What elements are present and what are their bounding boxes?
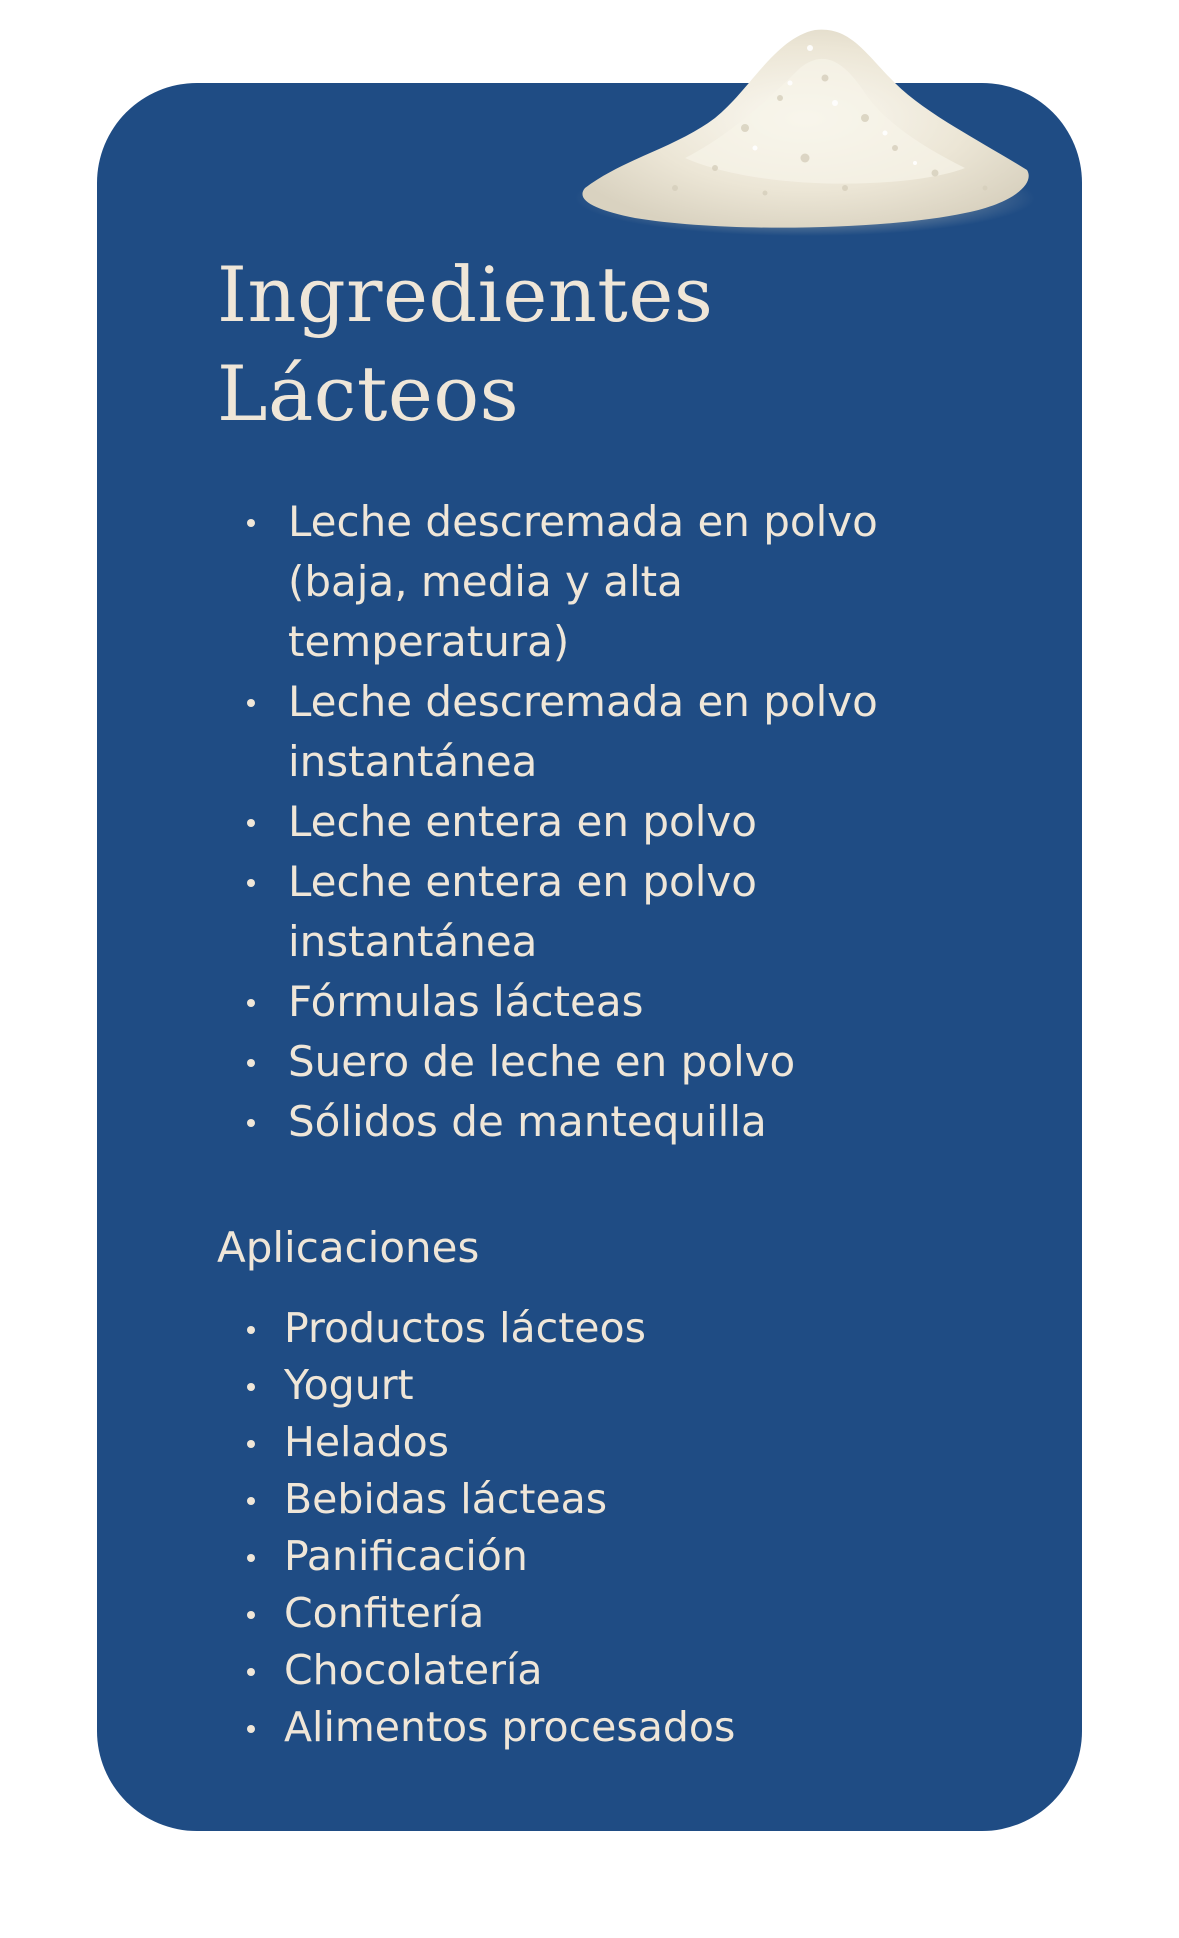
list-item: Suero de leche en polvo [288, 1032, 928, 1092]
list-item: Leche entera en polvo instantánea [288, 852, 928, 972]
list-item: Confitería [284, 1585, 924, 1642]
list-item: Sólidos de mantequilla [288, 1092, 928, 1152]
page-title [217, 245, 713, 443]
list-item: Leche descremada en polvo (baja, media y alta temperatura) [288, 492, 928, 672]
ingredients-list [288, 492, 928, 1152]
list-item: Bebidas lácteas [284, 1471, 924, 1528]
title-line-2: Lácteos [217, 349, 520, 438]
list-item: Yogurt [284, 1357, 924, 1414]
list-item: Fórmulas lácteas [288, 972, 928, 1032]
list-item: Leche descremada en polvo instantánea [288, 672, 928, 792]
list-item: Productos lácteos [284, 1300, 924, 1357]
list-item: Helados [284, 1414, 924, 1471]
list-item: Alimentos procesados [284, 1699, 924, 1756]
applications-heading: Aplicaciones [217, 1223, 480, 1272]
list-item: Leche entera en polvo [288, 792, 928, 852]
title-line-1: Ingredientes [217, 250, 714, 339]
list-item: Panificación [284, 1528, 924, 1585]
list-item: Chocolatería [284, 1642, 924, 1699]
applications-list [284, 1300, 924, 1756]
milk-powder-pile-image [565, 8, 1045, 238]
